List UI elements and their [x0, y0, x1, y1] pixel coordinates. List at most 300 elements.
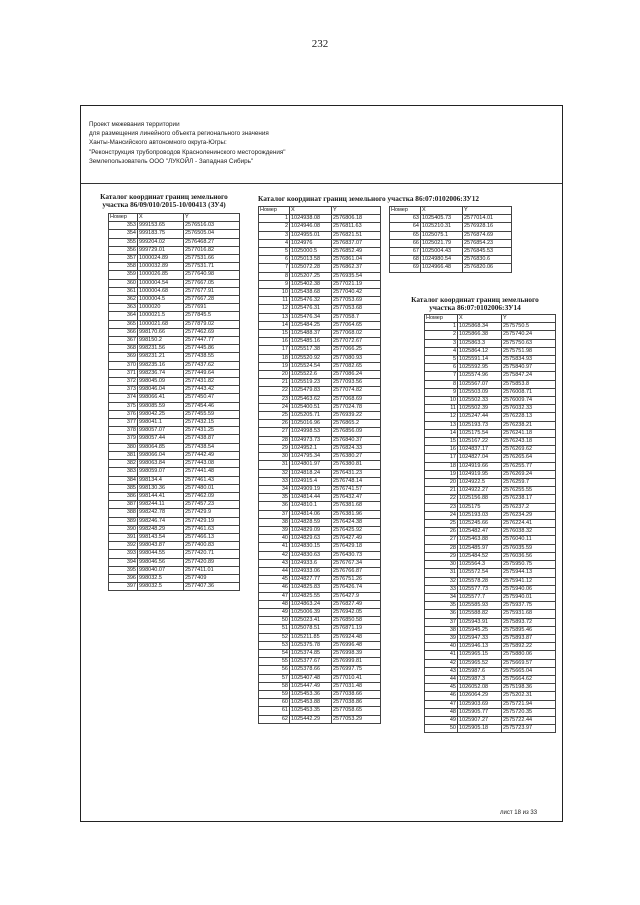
coordinate-y: 2576269.24 — [502, 470, 556, 478]
coordinate-y: 2577431.25 — [184, 427, 240, 435]
point-number: 48 — [425, 708, 458, 716]
point-number: 4 — [425, 347, 458, 355]
coordinate-x: 1024827.04 — [458, 454, 502, 462]
coordinate-y: 2576038.32 — [502, 528, 556, 536]
coordinate-x: 1025577.73 — [458, 585, 502, 593]
table-row — [425, 339, 556, 347]
point-number: 9 — [425, 388, 458, 396]
coordinate-y: 2576432.47 — [332, 494, 381, 502]
table-row — [425, 700, 556, 708]
coordinate-y: 2576040.11 — [502, 536, 556, 544]
coordinate-x: 1024973.73 — [290, 436, 332, 444]
coordinate-x: 1024946.08 — [290, 223, 332, 231]
coordinate-y: 2576871.19 — [332, 625, 381, 633]
coordinate-x: 1000024.89 — [138, 255, 184, 263]
coordinate-y: 2575740.24 — [502, 331, 556, 339]
point-number: 52 — [259, 633, 290, 641]
coordinate-x: 1025021.79 — [421, 239, 463, 247]
coordinate-y: 2576741.57 — [332, 485, 381, 493]
coordinate-x: 1025903.69 — [458, 700, 502, 708]
table-row — [109, 230, 240, 238]
coordinate-x: 1025016.96 — [290, 420, 332, 428]
point-number: 353 — [109, 222, 138, 230]
coordinate-x: 1024955.01 — [290, 231, 332, 239]
table-row — [259, 510, 381, 518]
point-number: 2 — [259, 223, 290, 231]
coordinate-y: 2577407.36 — [184, 583, 240, 591]
point-number: 18 — [259, 354, 290, 362]
coordinate-y: 2577531.66 — [184, 255, 240, 263]
table-row — [259, 453, 381, 461]
coordinate-y: 2576032.33 — [502, 405, 556, 413]
coordinate-y: 2575895.46 — [502, 626, 556, 634]
point-number: 358 — [109, 263, 138, 271]
coordinate-x: 1025572.54 — [458, 569, 502, 577]
point-number: 13 — [259, 313, 290, 321]
table-row — [109, 337, 240, 345]
coordinate-x: 1024825.55 — [290, 592, 332, 600]
point-number: 371 — [109, 369, 138, 377]
table-row — [259, 362, 381, 370]
table-row — [425, 561, 556, 569]
coordinate-x: 1024966.48 — [421, 264, 463, 272]
coordinate-y: 2575840.97 — [502, 364, 556, 372]
point-number: 17 — [259, 346, 290, 354]
point-number: 59 — [259, 690, 290, 698]
table-row — [109, 369, 240, 377]
point-number: 62 — [259, 715, 290, 723]
point-number: 373 — [109, 386, 138, 394]
point-number: 361 — [109, 287, 138, 295]
coordinate-x: 998066.41 — [138, 394, 184, 402]
coordinate-x: 1025519.23 — [290, 379, 332, 387]
point-number: 387 — [109, 501, 138, 509]
coordinate-y: 2575853.8 — [502, 380, 556, 388]
point-number: 29 — [425, 552, 458, 560]
point-number: 45 — [425, 684, 458, 692]
coordinate-x: 1025502.39 — [458, 405, 502, 413]
point-number: 36 — [425, 610, 458, 618]
table-row — [259, 600, 381, 608]
coordinate-y: 2576861.04 — [332, 256, 381, 264]
coordinate-x: 1025453.88 — [290, 699, 332, 707]
coordinate-x: 1025564.3 — [458, 561, 502, 569]
coordinate-y: 2576840.37 — [332, 436, 381, 444]
table-row — [109, 296, 240, 304]
point-number: 28 — [259, 436, 290, 444]
coordinate-y: 2577442.49 — [184, 451, 240, 459]
table-row — [109, 287, 240, 295]
table-header-number: Номер — [425, 315, 458, 323]
table-row — [425, 462, 556, 470]
coordinate-y: 2575950.75 — [502, 561, 556, 569]
coordinate-x: 999183.75 — [138, 230, 184, 238]
coordinate-y: 2577053.68 — [332, 305, 381, 313]
point-number: 39 — [259, 526, 290, 534]
point-number: 26 — [425, 528, 458, 536]
coordinate-y: 2576997.75 — [332, 666, 381, 674]
point-number: 32 — [425, 577, 458, 585]
table-row — [425, 520, 556, 528]
sheet-number: лист 18 из 33 — [500, 810, 538, 816]
coordinate-y: 2577457.23 — [184, 501, 240, 509]
coordinate-x: 1024810.1 — [290, 502, 332, 510]
table-row — [425, 577, 556, 585]
table-row — [425, 446, 556, 454]
coordinate-x: 1025482.47 — [458, 528, 502, 536]
point-number: 5 — [425, 356, 458, 364]
coordinate-y: 2575664.62 — [502, 675, 556, 683]
table-row — [425, 569, 556, 577]
coordinate-x: 1025965.15 — [458, 651, 502, 659]
table-row — [109, 222, 240, 230]
point-number: 395 — [109, 566, 138, 574]
coordinate-y: 2575834.93 — [502, 356, 556, 364]
coordinate-x: 1024909.19 — [290, 485, 332, 493]
coordinate-x: 1025175.54 — [458, 429, 502, 437]
coordinate-y: 2577086.24 — [332, 371, 381, 379]
coordinate-x: 1024827.77 — [290, 576, 332, 584]
point-number: 357 — [109, 255, 138, 263]
point-number: 374 — [109, 394, 138, 402]
point-number: 366 — [109, 328, 138, 336]
coordinate-y: 2576425.92 — [332, 526, 381, 534]
coordinate-y: 2576862.37 — [332, 264, 381, 272]
coordinate-x: 1025374.85 — [290, 649, 332, 657]
point-number: 354 — [109, 230, 138, 238]
coordinate-y: 2576224.41 — [502, 520, 556, 528]
coordinate-y: 2576381.68 — [332, 502, 381, 510]
point-number: 385 — [109, 484, 138, 492]
coordinate-x: 1024938.08 — [290, 215, 332, 223]
coordinate-y: 2577429.9 — [184, 509, 240, 517]
table-row — [109, 263, 240, 271]
coordinate-y: 2576850.58 — [332, 617, 381, 625]
point-number: 370 — [109, 361, 138, 369]
table-header-number: Номер — [109, 214, 138, 222]
point-number: 5 — [259, 248, 290, 256]
coordinate-x: 998045.09 — [138, 378, 184, 386]
point-number: 39 — [425, 634, 458, 642]
coordinate-y: 2576806.18 — [332, 215, 381, 223]
coordinate-x: 1025578.28 — [458, 577, 502, 585]
point-number: 21 — [259, 379, 290, 387]
coordinate-x: 1025463.88 — [458, 536, 502, 544]
table-row — [259, 272, 381, 280]
point-number: 12 — [259, 305, 290, 313]
coordinate-x: 998040.07 — [138, 566, 184, 574]
coordinate-y: 2577438.55 — [184, 353, 240, 361]
table-row — [109, 574, 240, 582]
coordinate-x: 1025072.28 — [290, 264, 332, 272]
coordinate-y: 2577420.71 — [184, 550, 240, 558]
table-row — [425, 602, 556, 610]
coordinate-y: 2575940.06 — [502, 585, 556, 593]
table-row — [259, 256, 381, 264]
coordinate-x: 998231.56 — [138, 345, 184, 353]
header-line: Землепользователь ООО "ЛУКОЙЛ - Западная Сибирь" — [89, 157, 254, 165]
coordinate-x: 1024830.15 — [290, 543, 332, 551]
coordinate-y: 2576008.71 — [502, 388, 556, 396]
coordinate-x: 998064.85 — [138, 443, 184, 451]
coordinate-y: 2576939.22 — [332, 412, 381, 420]
table-row — [109, 304, 240, 312]
coordinate-x: 1025156.88 — [458, 495, 502, 503]
coordinates-table-zu14 — [424, 314, 556, 733]
point-number: 40 — [425, 643, 458, 651]
coordinate-y: 2576468.27 — [184, 238, 240, 246]
coordinate-y: 2576036.56 — [502, 552, 556, 560]
coordinate-y: 2575931.68 — [502, 610, 556, 618]
point-number: 360 — [109, 279, 138, 287]
coordinate-y: 2575198.36 — [502, 684, 556, 692]
table-row — [109, 451, 240, 459]
point-number: 391 — [109, 533, 138, 541]
coordinate-x: 1025167.22 — [458, 438, 502, 446]
coordinate-y: 2575720.35 — [502, 708, 556, 716]
coordinate-y: 2577450.47 — [184, 394, 240, 402]
point-number: 19 — [425, 470, 458, 478]
coordinate-x: 1025479.83 — [290, 387, 332, 395]
coordinate-x: 1025502.33 — [458, 397, 502, 405]
table-row — [259, 346, 381, 354]
table-row — [425, 708, 556, 716]
table-header-y: Y — [184, 214, 240, 222]
coordinate-y: 2577400.83 — [184, 542, 240, 550]
table-row — [259, 567, 381, 575]
coordinate-x: 1024829.09 — [290, 526, 332, 534]
table-row — [425, 347, 556, 355]
point-number: 7 — [425, 372, 458, 380]
table-row — [259, 223, 381, 231]
point-number: 38 — [259, 518, 290, 526]
coordinate-x: 1025943.91 — [458, 618, 502, 626]
coordinate-x: 1025588.82 — [458, 610, 502, 618]
table-row — [259, 518, 381, 526]
coordinate-y: 2577409 — [184, 574, 240, 582]
coordinate-y: 2575665.04 — [502, 667, 556, 675]
coordinate-x: 1024915.4 — [290, 477, 332, 485]
table-row — [259, 690, 381, 698]
coordinate-y: 2577053.69 — [332, 297, 381, 305]
table-row — [259, 239, 381, 247]
coordinate-x: 1025400.51 — [290, 403, 332, 411]
coordinate-x: 998244.11 — [138, 501, 184, 509]
table-row — [259, 535, 381, 543]
table-row — [425, 544, 556, 552]
coordinate-y: 2576380.27 — [332, 453, 381, 461]
table-row — [425, 716, 556, 724]
coordinate-y: 2577691 — [184, 304, 240, 312]
coordinate-y: 2576751.26 — [332, 576, 381, 584]
coordinate-x: 1025947.33 — [458, 634, 502, 642]
table-row — [425, 364, 556, 372]
table-row — [425, 634, 556, 642]
table-row — [259, 551, 381, 559]
coordinate-x: 1024980.54 — [421, 256, 463, 264]
point-number: 24 — [259, 403, 290, 411]
table-row — [109, 386, 240, 394]
coordinate-x: 998085.59 — [138, 402, 184, 410]
coordinate-x: 1025591.14 — [458, 356, 502, 364]
table-row — [259, 682, 381, 690]
coordinate-x: 1025522.6 — [290, 371, 332, 379]
coordinate-y: 2577068.02 — [332, 330, 381, 338]
coordinate-x: 1025517.38 — [290, 346, 332, 354]
coordinate-y: 2576824.33 — [332, 444, 381, 452]
coordinate-y: 2577016.82 — [184, 246, 240, 254]
coordinate-x: 1000004.5 — [138, 296, 184, 304]
coordinate-y: 2577445.86 — [184, 345, 240, 353]
coordinate-x: 1025905.18 — [458, 725, 502, 733]
table-row — [425, 372, 556, 380]
coordinate-y: 2576854.23 — [463, 239, 512, 247]
coordinate-x: 1024863.24 — [290, 600, 332, 608]
point-number: 390 — [109, 525, 138, 533]
table-row — [109, 509, 240, 517]
point-number: 27 — [259, 428, 290, 436]
coordinate-y: 2575893.87 — [502, 634, 556, 642]
coordinate-x: 1025245.66 — [458, 520, 502, 528]
table-row — [425, 397, 556, 405]
table-row — [259, 371, 381, 379]
coordinate-x: 998042.25 — [138, 410, 184, 418]
coordinate-y: 2577454.46 — [184, 402, 240, 410]
point-number: 14 — [259, 321, 290, 329]
point-number: 36 — [259, 502, 290, 510]
point-number: 388 — [109, 509, 138, 517]
coordinate-y: 2577461.63 — [184, 525, 240, 533]
coordinate-y: 2576009.74 — [502, 397, 556, 405]
coordinate-y: 2577411.01 — [184, 566, 240, 574]
coordinate-y: 2577021.19 — [332, 280, 381, 288]
table-row — [109, 525, 240, 533]
point-number: 29 — [259, 444, 290, 452]
point-number: 11 — [259, 297, 290, 305]
table-row — [425, 438, 556, 446]
coordinate-x: 998066.04 — [138, 451, 184, 459]
coordinate-x: 1025476.34 — [290, 313, 332, 321]
table-row — [390, 248, 512, 256]
point-number: 11 — [425, 405, 458, 413]
table-row — [259, 395, 381, 403]
point-number: 397 — [109, 583, 138, 591]
point-number: 58 — [259, 682, 290, 690]
table-row — [259, 641, 381, 649]
coordinate-x: 1025207.25 — [290, 272, 332, 280]
table-row — [259, 330, 381, 338]
coordinate-y: 2577441.48 — [184, 468, 240, 476]
table-row — [109, 378, 240, 386]
table-row — [259, 420, 381, 428]
coordinate-x: 1024828.59 — [290, 518, 332, 526]
coordinate-x: 1025484.25 — [290, 321, 332, 329]
point-number: 359 — [109, 271, 138, 279]
coordinate-y: 2577432.15 — [184, 419, 240, 427]
coordinate-x: 1025476.31 — [290, 305, 332, 313]
coordinate-y: 2576928.16 — [463, 223, 512, 231]
table-header-number: Номер — [390, 207, 421, 215]
point-number: 60 — [259, 699, 290, 707]
table-row — [259, 526, 381, 534]
point-number: 33 — [425, 585, 458, 593]
coordinate-y: 2575722.44 — [502, 716, 556, 724]
table-row — [259, 248, 381, 256]
coordinate-y: 2576265.64 — [502, 454, 556, 462]
coordinate-x: 1025577.7 — [458, 593, 502, 601]
coordinate-y: 2576505.04 — [184, 230, 240, 238]
coordinate-x: 998235.16 — [138, 361, 184, 369]
point-number: 49 — [425, 716, 458, 724]
coordinate-x: 1025405.73 — [421, 215, 463, 223]
coordinate-x: 1025447.49 — [290, 682, 332, 690]
point-number: 9 — [259, 280, 290, 288]
coordinate-y: 2575202.31 — [502, 692, 556, 700]
coordinate-y: 2577068.69 — [332, 395, 381, 403]
table-row — [390, 231, 512, 239]
point-number: 386 — [109, 492, 138, 500]
coordinate-x: 1000021.5 — [138, 312, 184, 320]
coordinate-y: 2576431.23 — [332, 469, 381, 477]
table-row — [259, 592, 381, 600]
coordinate-x: 1026052.08 — [458, 684, 502, 692]
coordinate-y: 2577462.09 — [184, 492, 240, 500]
coordinate-x: 1025004.43 — [421, 248, 463, 256]
coordinate-y: 2576999.81 — [332, 658, 381, 666]
coordinate-x: 998057.44 — [138, 435, 184, 443]
coordinate-y: 2577437.62 — [184, 361, 240, 369]
table-row — [259, 469, 381, 477]
point-number: 1 — [259, 215, 290, 223]
point-number: 20 — [259, 371, 290, 379]
coordinate-x: 1025585.93 — [458, 602, 502, 610]
point-number: 4 — [259, 239, 290, 247]
coordinate-y: 2576035.59 — [502, 544, 556, 552]
point-number: 19 — [259, 362, 290, 370]
coordinate-x: 1025247.44 — [458, 413, 502, 421]
coordinate-x: 1025438.68 — [290, 289, 332, 297]
table-row — [390, 239, 512, 247]
point-number: 22 — [259, 387, 290, 395]
point-number: 37 — [259, 510, 290, 518]
table-row — [109, 533, 240, 541]
point-number: 365 — [109, 320, 138, 328]
point-number: 68 — [390, 256, 421, 264]
table-row — [259, 502, 381, 510]
coordinate-x: 999729.01 — [138, 246, 184, 254]
point-number: 389 — [109, 517, 138, 525]
coordinate-x: 1025463.62 — [290, 395, 332, 403]
point-number: 47 — [425, 700, 458, 708]
point-number: 17 — [425, 454, 458, 462]
table-row — [425, 470, 556, 478]
coordinate-y: 2577066.25 — [332, 346, 381, 354]
point-number: 50 — [425, 725, 458, 733]
table-row — [259, 379, 381, 387]
point-number: 8 — [259, 272, 290, 280]
coordinate-x: 1025987.3 — [458, 675, 502, 683]
coordinate-x: 1000021.68 — [138, 320, 184, 328]
coordinate-y: 2577531.71 — [184, 263, 240, 271]
coordinate-y: 2576820.06 — [463, 264, 512, 272]
table-row — [109, 427, 240, 435]
table-row — [109, 583, 240, 591]
point-number: 14 — [425, 429, 458, 437]
table-row — [259, 338, 381, 346]
point-number: 43 — [425, 667, 458, 675]
coordinate-y: 2576827.49 — [332, 600, 381, 608]
coordinate-x: 1024829.63 — [290, 535, 332, 543]
